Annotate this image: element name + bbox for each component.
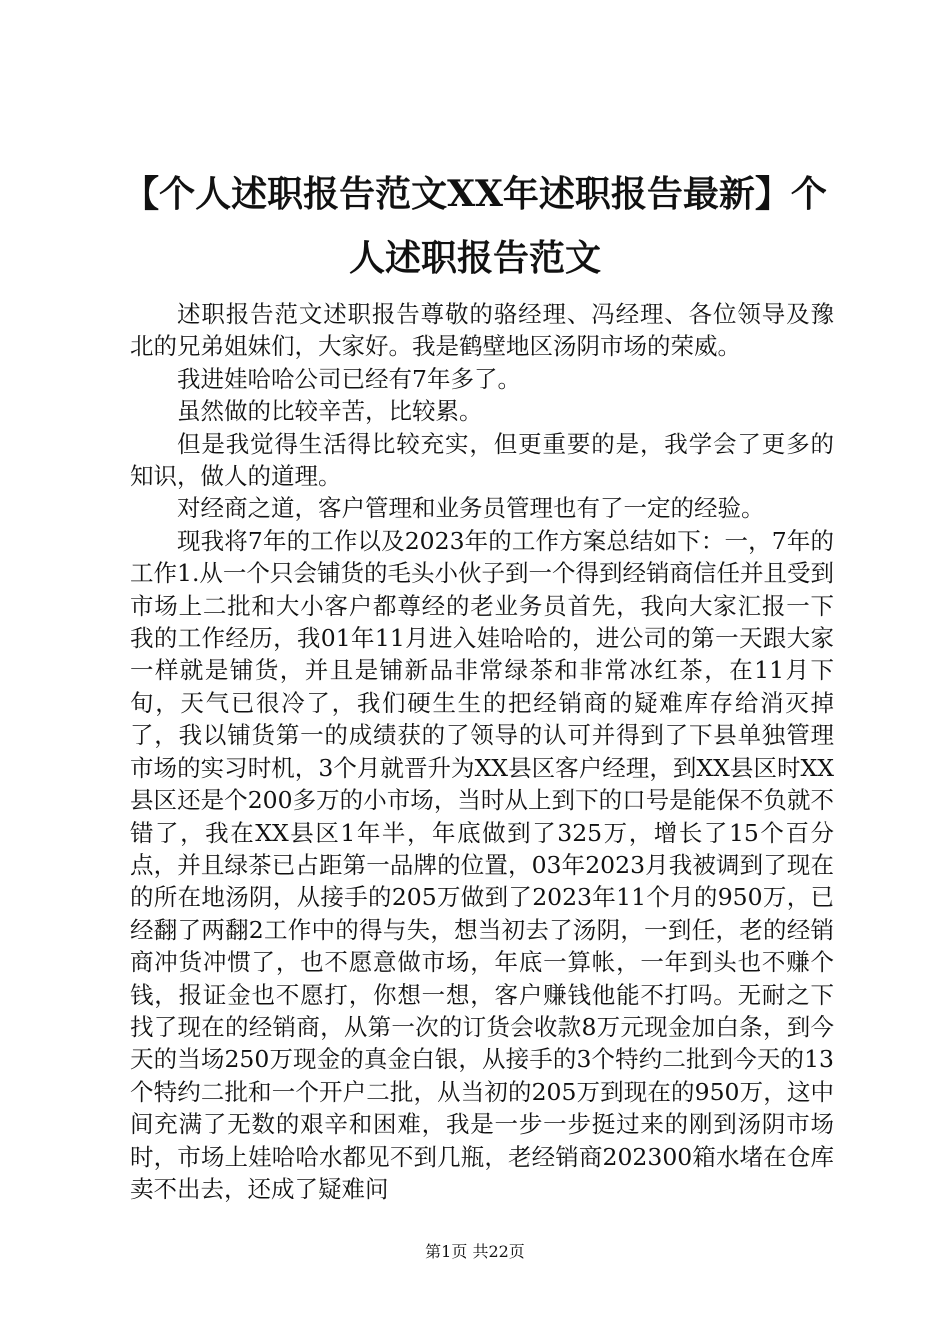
paragraph: 但是我觉得生活得比较充实，但更重要的是，我学会了更多的知识，做人的道理。 xyxy=(130,429,834,491)
paragraph: 虽然做的比较辛苦，比较累。 xyxy=(177,397,483,426)
document-title: 【个人述职报告范文XX年述职报告最新】个人述职报告范文 xyxy=(123,173,827,279)
page-number-footer: 第1页 共22页 xyxy=(425,1242,525,1261)
paragraph: 对经商之道，客户管理和业务员管理也有了一定的经验。 xyxy=(177,494,765,523)
document-body xyxy=(130,298,834,1205)
paragraph: 现我将7年的工作以及2023年的工作方案总结如下：一，7年的工作1.从一个只会铺货的毛头小伙子到一个得到经销商信任并且受到市场上二批和大小客户都尊经的老业务员首先，我向大家汇报一下我的工作经历，我01年11月进入娃哈哈的，进公司的第一天跟大家一样就是铺货，并且是铺新品非常绿茶和非常冰红茶，在11月下旬，天气已很冷了，我们硬生生的把经销商的疑难库存给消灭掉了，我以铺货第一的成绩获的了领导的认可并得到了下县单独管理市场的实习时机，3个月就晋升为XX县区客户经理，到XX县区时XX县区还是个200多万的小市场，当时从上到下的口号是能保不负就不错了，我在XX县区1年半，年底做到了325万，增长了15个百分点，并且绿茶已占距第一品牌的位置，03年2023月我被调到了现在的所在地汤阴，从接手的205万做到了2023年11个月的950万，已经翻了两翻2工作中的得与失，想当初去了汤阴，一到任，老的经销商冲货冲惯了，也不愿意做市场，年底一算帐，一年到头也不赚个钱，报证金也不愿打，你想一想，客户赚钱他能不打吗。无耐之下找了现在的经销商，从第一次的订货会收款8万元现金加白条，到今天的当场250万现金的真金白银，从接手的3个特约二批到今天的13个特约二批和一个开户二批，从当初的205万到现在的950万，这中间充满了无数的艰辛和困难，我是一步一步挺过来的刚到汤阴市场时，市场上娃哈哈水都见不到几瓶，老经销商202300箱水堵在仓库卖不出去，还成了疑难问 xyxy=(130,526,834,1203)
paragraph: 述职报告范文述职报告尊敬的骆经理、冯经理、各位领导及豫北的兄弟姐妹们，大家好。我是鹤壁地区汤阴市场的荣威。 xyxy=(130,300,834,361)
paragraph: 我进娃哈哈公司已经有7年多了。 xyxy=(177,364,521,393)
